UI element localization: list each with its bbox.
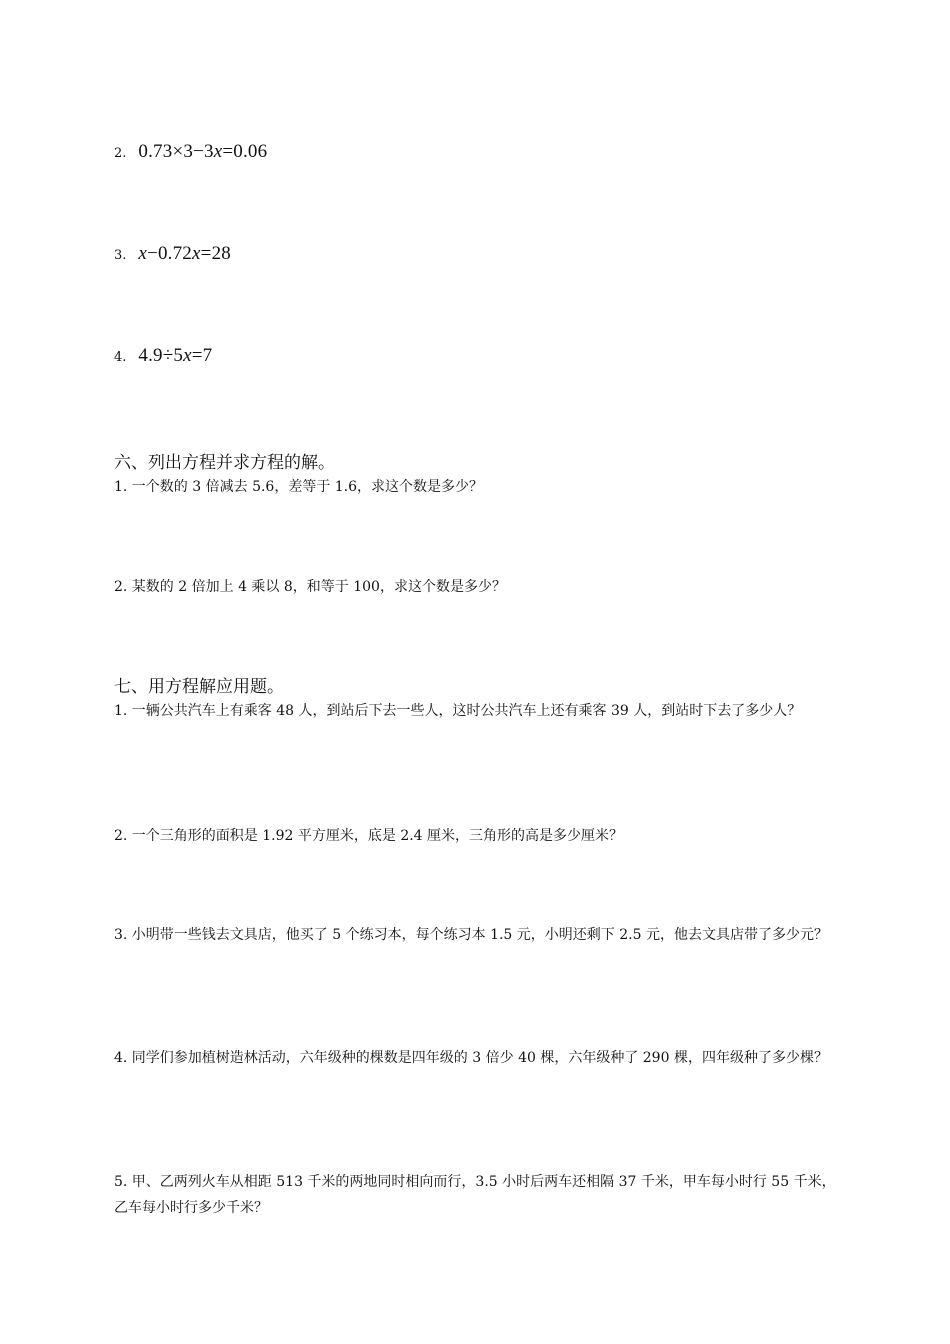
section-6-heading: 六、列出方程并求方程的解。 [114, 453, 335, 473]
equation-expression: x−0.72x=28 [138, 243, 231, 264]
equation-number: 2. [114, 146, 127, 161]
section-7-question-5: 5. 甲、乙两列火车从相距 513 千米的两地同时相向而行，3.5 小时后两车还相隔 37 千米，甲车每小时行 55 千米，乙车每小时行多少千米？ [114, 1174, 836, 1216]
section-7-heading: 七、用方程解应用题。 [114, 677, 284, 697]
section-7-question-1: 1. 一辆公共汽车上有乘客 48 人，到站后下去一些人，这时公共汽车上还有乘客 39 人，到站时下去了多少人？ [114, 703, 802, 719]
equation-3 [114, 243, 231, 265]
equation-number: 3. [114, 248, 127, 263]
section-6-question-1: 1. 一个数的 3 倍减去 5.6，差等于 1.6，求这个数是多少？ [114, 479, 484, 495]
section-7-question-3: 3. 小明带一些钱去文具店，他买了 5 个练习本，每个练习本 1.5 元，小明还剩下 2.5 元，他去文具店带了多少元？ [114, 927, 828, 943]
equation-expression: 0.73×3−3x=0.06 [138, 141, 268, 162]
section-7-question-4: 4. 同学们参加植树造林活动，六年级种的棵数是四年级的 3 倍少 40 棵，六年级种了 290 棵，四年级种了多少棵？ [114, 1050, 828, 1066]
section-6-question-2: 2. 某数的 2 倍加上 4 乘以 8，和等于 100，求这个数是多少？ [114, 579, 506, 595]
section-7-question-2: 2. 一个三角形的面积是 1.92 平方厘米，底是 2.4 厘米，三角形的高是多少厘米？ [114, 828, 624, 844]
equation-number: 4. [114, 350, 127, 365]
equation-expression: 4.9÷5x=7 [138, 345, 213, 366]
equation-4 [114, 345, 212, 367]
equation-2 [114, 141, 267, 163]
